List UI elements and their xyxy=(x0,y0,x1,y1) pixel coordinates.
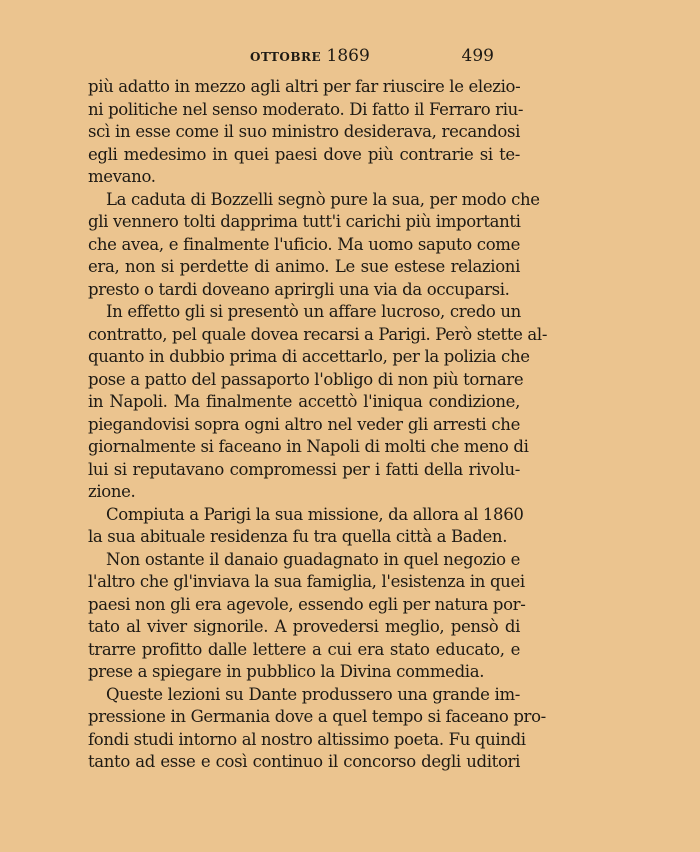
text-line: l'altro che gl'inviava la sua famiglia, l'esistenza in quei xyxy=(88,572,525,591)
running-header xyxy=(88,46,520,70)
text-line: più adatto in mezzo agli altri per far riuscire le elezio- xyxy=(88,77,521,96)
text-line: era, non si perdette di animo. Le sue estese relazioni xyxy=(88,257,520,276)
text-line: gli vennero tolti dapprima tutt'i carichi più importanti xyxy=(88,212,521,231)
page-body-text xyxy=(88,76,548,774)
text-line: fondi studi intorno al nostro altissimo poeta. Fu quindi xyxy=(88,729,526,749)
text-line: scì in esse come il suo ministro desiderava, recandosi xyxy=(88,122,520,141)
text-line: tato al viver signorile. A provedersi meglio, pensò di xyxy=(88,617,520,636)
header-month: OTTOBRE xyxy=(250,50,322,64)
text-line: zione. xyxy=(88,482,136,501)
text-line: Queste lezioni su Dante produssero una grande im- xyxy=(106,684,520,704)
header-date xyxy=(250,46,370,66)
text-line: ni politiche nel senso moderato. Di fatto il Ferraro riu- xyxy=(88,99,524,119)
text-line: presto o tardi doveano aprirgli una via da occuparsi. xyxy=(88,279,510,299)
text-line: pressione in Germania dove a quel tempo si faceano pro- xyxy=(88,707,546,726)
text-line: contratto, pel quale dovea recarsi a Parigi. Però stette al- xyxy=(88,324,548,344)
text-line: piegandovisi sopra ogni altro nel veder gli arresti che xyxy=(88,414,520,434)
text-line: la sua abituale residenza fu tra quella città a Baden. xyxy=(88,527,508,546)
text-line: La caduta di Bozzelli segnò pure la sua, per modo che xyxy=(106,189,540,209)
text-line: mevano. xyxy=(88,167,156,186)
text-line: in Napoli. Ma finalmente accettò l'iniqua condizione, xyxy=(88,392,520,411)
text-line: quanto in dubbio prima di accettarlo, per la polizia che xyxy=(88,347,530,366)
text-line: trarre profitto dalle lettere a cui era stato educato, e xyxy=(88,639,520,659)
page-number: 499 xyxy=(461,46,494,66)
text-line: prese a spiegare in pubblico la Divina commedia. xyxy=(88,662,485,681)
text-line: lui si reputavano compromessi per i fatti della rivolu- xyxy=(88,459,520,479)
text-line: giornalmente si faceano in Napoli di molti che meno di xyxy=(88,437,529,456)
text-line: Compiuta a Parigi la sua missione, da allora al 1860 xyxy=(106,504,524,524)
header-year: 1869 xyxy=(326,46,370,66)
text-line: paesi non gli era agevole, essendo egli per natura por- xyxy=(88,594,526,614)
text-line: tanto ad esse e così continuo il concorso degli uditori xyxy=(88,752,520,771)
text-line: che avea, e finalmente l'uficio. Ma uomo saputo come xyxy=(88,234,520,254)
text-line: Non ostante il danaio guadagnato in quel negozio e xyxy=(106,549,520,569)
text-line: In effetto gli si presentò un affare lucroso, credo un xyxy=(106,302,521,321)
text-line: egli medesimo in quei paesi dove più contrarie si te- xyxy=(88,144,520,164)
text-line: pose a patto del passaporto l'obligo di non più tornare xyxy=(88,369,524,389)
